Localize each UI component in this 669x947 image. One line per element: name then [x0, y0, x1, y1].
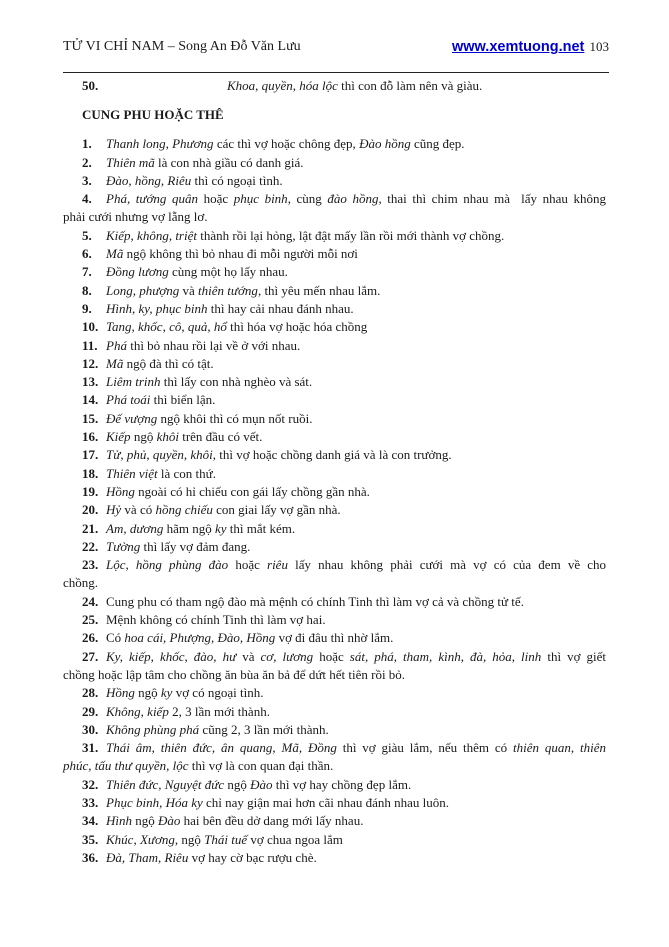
item-number: 1.: [82, 136, 92, 152]
list-item: [82, 611, 606, 629]
header-title: TỬ VI CHỈ NAM – Song An Đỗ Văn Lưu: [63, 39, 301, 54]
section-title: CUNG PHU HOẶC THÊ: [82, 107, 224, 123]
item-text: Am, dương hãm ngộ ky thì mắt kém.: [106, 520, 296, 536]
list-item: [82, 520, 606, 538]
item-number: 31.: [82, 740, 99, 756]
list-item: [82, 300, 606, 318]
item-text: Đồng lương cùng một họ lấy nhau.: [106, 264, 288, 280]
list-item: [82, 831, 606, 849]
list-item: [82, 849, 606, 867]
item-number: 35.: [82, 831, 99, 847]
item-text: Hồng ngộ ky vợ có ngoại tình.: [106, 685, 264, 701]
list-item: [82, 538, 606, 556]
item-text: Long, phượng và thiên tướng, thì yêu mến nhau lắm.: [106, 282, 381, 298]
list-item: [63, 190, 606, 227]
list-item-line: [82, 684, 606, 702]
list-item: [82, 373, 606, 391]
item-number: 27.: [82, 648, 99, 664]
item-number: 2.: [82, 154, 92, 170]
item-text: Liêm trinh thì lấy con nhà nghèo và sát.: [106, 374, 313, 390]
item-text: Mã ngộ không thì bỏ nhau đi mỗi người mỗi nơi: [106, 246, 358, 262]
list-item-line: [82, 501, 606, 519]
list-item-line: [82, 703, 606, 721]
item-number: 34.: [82, 813, 99, 829]
item-number: 15.: [82, 410, 99, 426]
item-text: Tử, phủ, quyền, khôi, thì vợ hoặc chồng danh giá và là con trưởng.: [106, 447, 452, 463]
item-text: Hình ngộ Đào hai bên đều dở dang mới lấy nhau.: [106, 813, 364, 829]
list-item: [82, 391, 606, 409]
item-text: Phá thì bỏ nhau rồi lại về ở với nhau.: [106, 337, 301, 353]
item-text: Tang, khốc, cô, quả, hổ thì hóa vợ hoặc hóa chồng: [106, 319, 368, 335]
item-text: Mã ngộ đà thì có tật.: [106, 355, 214, 371]
list-item: [82, 135, 606, 153]
item-text: Cung phu có tham ngộ đào mà mệnh có chính Tinh thì làm vợ cả và chồng tử tế.: [106, 593, 524, 609]
list-item: [82, 154, 606, 172]
list-item-line: [82, 611, 606, 629]
item-text-continuation: phải cưới nhưng vợ lẵng lơ.: [63, 209, 208, 225]
list-item: [82, 593, 606, 611]
list-item-line: [82, 245, 606, 263]
item-number: 21.: [82, 520, 99, 536]
item-number: 23.: [82, 557, 99, 573]
item-text: Mệnh không có chính Tinh thì làm vợ hai.: [106, 612, 326, 628]
list-item-line: [82, 391, 606, 409]
list-item: [82, 245, 606, 263]
list-item: [82, 227, 606, 245]
list-item-line: [82, 739, 606, 757]
list-item: [82, 703, 606, 721]
list-item: [82, 465, 606, 483]
list-item: [82, 282, 606, 300]
list-item-line: [82, 465, 606, 483]
item-number: 14.: [82, 392, 99, 408]
item-text: Thanh long, Phương các thì vợ hoặc chông đẹp, Đào hồng cũng đẹp.: [106, 136, 465, 152]
page-number: 103: [589, 39, 609, 54]
item-text: Đào, hồng, Riêu thì có ngoại tình.: [106, 172, 283, 188]
list-item-line: [82, 831, 606, 849]
list-item: [82, 337, 606, 355]
item-text: Kiếp ngộ khôi trên đầu có vết.: [106, 429, 263, 445]
list-item-line: [82, 300, 606, 318]
item-number: 33.: [82, 794, 99, 810]
intro-text: [227, 77, 482, 95]
item-number: 11.: [82, 337, 98, 353]
item-text: Kiếp, không, triệt thành rồi lại hỏng, lật đật mấy lần rồi mới thành vợ chồng.: [106, 227, 505, 243]
list-item-line: [82, 428, 606, 446]
list-item: [82, 428, 606, 446]
item-number: 29.: [82, 703, 99, 719]
list-item: [82, 721, 606, 739]
list-item: [82, 629, 606, 647]
list-item: [82, 501, 606, 519]
list-item-line: [82, 373, 606, 391]
list-item-line: [82, 556, 606, 574]
header-website-link[interactable]: www.xemtuong.net: [452, 39, 585, 55]
list-item: [82, 263, 606, 281]
item-text: Lộc, hồng phùng đào hoặc riêu lấy nhau không phải cưới mà vợ có của đem về cho: [106, 557, 606, 573]
item-number: 4.: [82, 191, 92, 207]
item-text: Đà, Tham, Riêu vợ hay cờ bạc rượu chè.: [106, 849, 317, 865]
item-list: [63, 135, 606, 867]
item-number: 16.: [82, 429, 99, 445]
item-number: 28.: [82, 685, 99, 701]
item-number: 32.: [82, 776, 99, 792]
list-item: [63, 648, 606, 685]
item-text: Phục binh, Hóa ky chỉ nay giận mai hơn cãi nhau đánh nhau luôn.: [106, 794, 449, 810]
item-number: 12.: [82, 355, 99, 371]
item-number: 7.: [82, 264, 92, 280]
list-item-line: [82, 520, 606, 538]
item-text: Không phùng phá cũng 2, 3 lần mới thành.: [106, 721, 329, 737]
intro-text-italic: Khoa, quyền, hóa lộc: [227, 78, 338, 93]
list-item-line: [82, 483, 606, 501]
item-text: Ky, kiếp, khốc, đào, hư và cơ, lương hoặc sát, phá, tham, kình, đà, hỏa, linh thì vợ giết: [106, 648, 606, 664]
item-number: 30.: [82, 721, 99, 737]
item-number: 24.: [82, 593, 99, 609]
list-item: [82, 483, 606, 501]
list-item-line: [82, 355, 606, 373]
intro-text-plain: thì con đỗ làm nên và giàu.: [337, 78, 483, 93]
item-text: Tường thì lấy vợ đảm đang.: [106, 538, 251, 554]
list-item: [63, 556, 606, 593]
list-item-line: [82, 410, 606, 428]
list-item-line: [82, 172, 606, 190]
list-item: [82, 684, 606, 702]
list-item-line: [82, 794, 606, 812]
item-text-continuation: chồng.: [63, 575, 99, 591]
item-number: 17.: [82, 447, 99, 463]
list-item-line: [82, 190, 606, 208]
item-number: 6.: [82, 246, 92, 262]
item-number: 3.: [82, 172, 92, 188]
item-text: Phá, tướng quân hoặc phục binh, cùng đào hồng, thai thì chim nhau mà lấy nhau không: [106, 191, 606, 207]
list-item: [82, 355, 606, 373]
document-body: [63, 77, 606, 867]
item-text: Có hoa cái, Phượng, Đào, Hồng vợ đi đâu thì nhờ lắm.: [106, 630, 394, 646]
list-item-line: [82, 263, 606, 281]
item-number: 20.: [82, 502, 99, 518]
list-item: [82, 172, 606, 190]
list-item-line: [82, 538, 606, 556]
item-number: 22.: [82, 538, 99, 554]
item-number: 5.: [82, 227, 92, 243]
list-item-line: [82, 337, 606, 355]
item-text: Hỷ và có hồng chiếu con giai lấy vợ gần nhà.: [106, 502, 341, 518]
list-item: [82, 446, 606, 464]
item-number: 13.: [82, 374, 99, 390]
item-text: Hồng ngoài có hỉ chiếu con gái lấy chồng gần nhà.: [106, 483, 370, 499]
item-number: 26.: [82, 630, 99, 646]
list-item-line: [82, 154, 606, 172]
item-text: Không, kiếp 2, 3 lần mới thành.: [106, 703, 270, 719]
item-number: 19.: [82, 483, 99, 499]
list-item-line: [82, 629, 606, 647]
item-number: 18.: [82, 465, 99, 481]
list-item-line: [82, 849, 606, 867]
item-number: 25.: [82, 612, 99, 628]
list-item-line: [82, 227, 606, 245]
item-text: Thiên mã là con nhà giầu có danh giá.: [106, 154, 304, 170]
list-item-line: [82, 135, 606, 153]
list-item-line: [82, 721, 606, 739]
item-text-continuation: chồng hoặc lập tâm cho chồng ăn bùa ăn bả để dứt hết tiên rồi bỏ.: [63, 666, 406, 682]
list-item-line: [82, 812, 606, 830]
item-number: 9.: [82, 300, 92, 316]
list-item: [63, 739, 606, 776]
list-item: [82, 812, 606, 830]
item-text: Phá toái thì biển lận.: [106, 392, 216, 408]
item-number: 8.: [82, 282, 92, 298]
item-text: Hình, ky, phục binh thì hay cải nhau đánh nhau.: [106, 300, 354, 316]
item-text: Thiên đức, Nguyệt đức ngộ Đào thì vợ hay chồng đẹp lắm.: [106, 776, 412, 792]
list-item: [82, 794, 606, 812]
intro-number: 50.: [82, 78, 99, 93]
item-text: Khúc, Xương, ngộ Thái tuế vợ chua ngoa lắm: [106, 831, 343, 847]
intro-item: [82, 77, 606, 95]
item-number: 10.: [82, 319, 99, 335]
list-item-line: [82, 776, 606, 794]
list-item-line: [82, 446, 606, 464]
item-text-continuation: phúc, tấu thư quyền, lộc thì vợ là con quan đại thần.: [63, 758, 334, 774]
item-text: Thái âm, thiên đức, ân quang, Mã, Đồng thì vợ giàu lắm, nếu thêm có thiên quan, thiên: [106, 740, 606, 756]
item-text: Thiên việt là con thứ.: [106, 465, 216, 481]
item-number: 36.: [82, 849, 99, 865]
list-item-line: [82, 318, 606, 336]
list-item: [82, 318, 606, 336]
item-text: Đế vượng ngộ khôi thì có mụn nốt ruồi.: [106, 410, 313, 426]
list-item-line: [82, 282, 606, 300]
list-item-line: [82, 648, 606, 666]
list-item-line: [82, 593, 606, 611]
list-item: [82, 776, 606, 794]
page-header: [63, 39, 609, 61]
list-item: [82, 410, 606, 428]
header-divider: [63, 72, 609, 73]
